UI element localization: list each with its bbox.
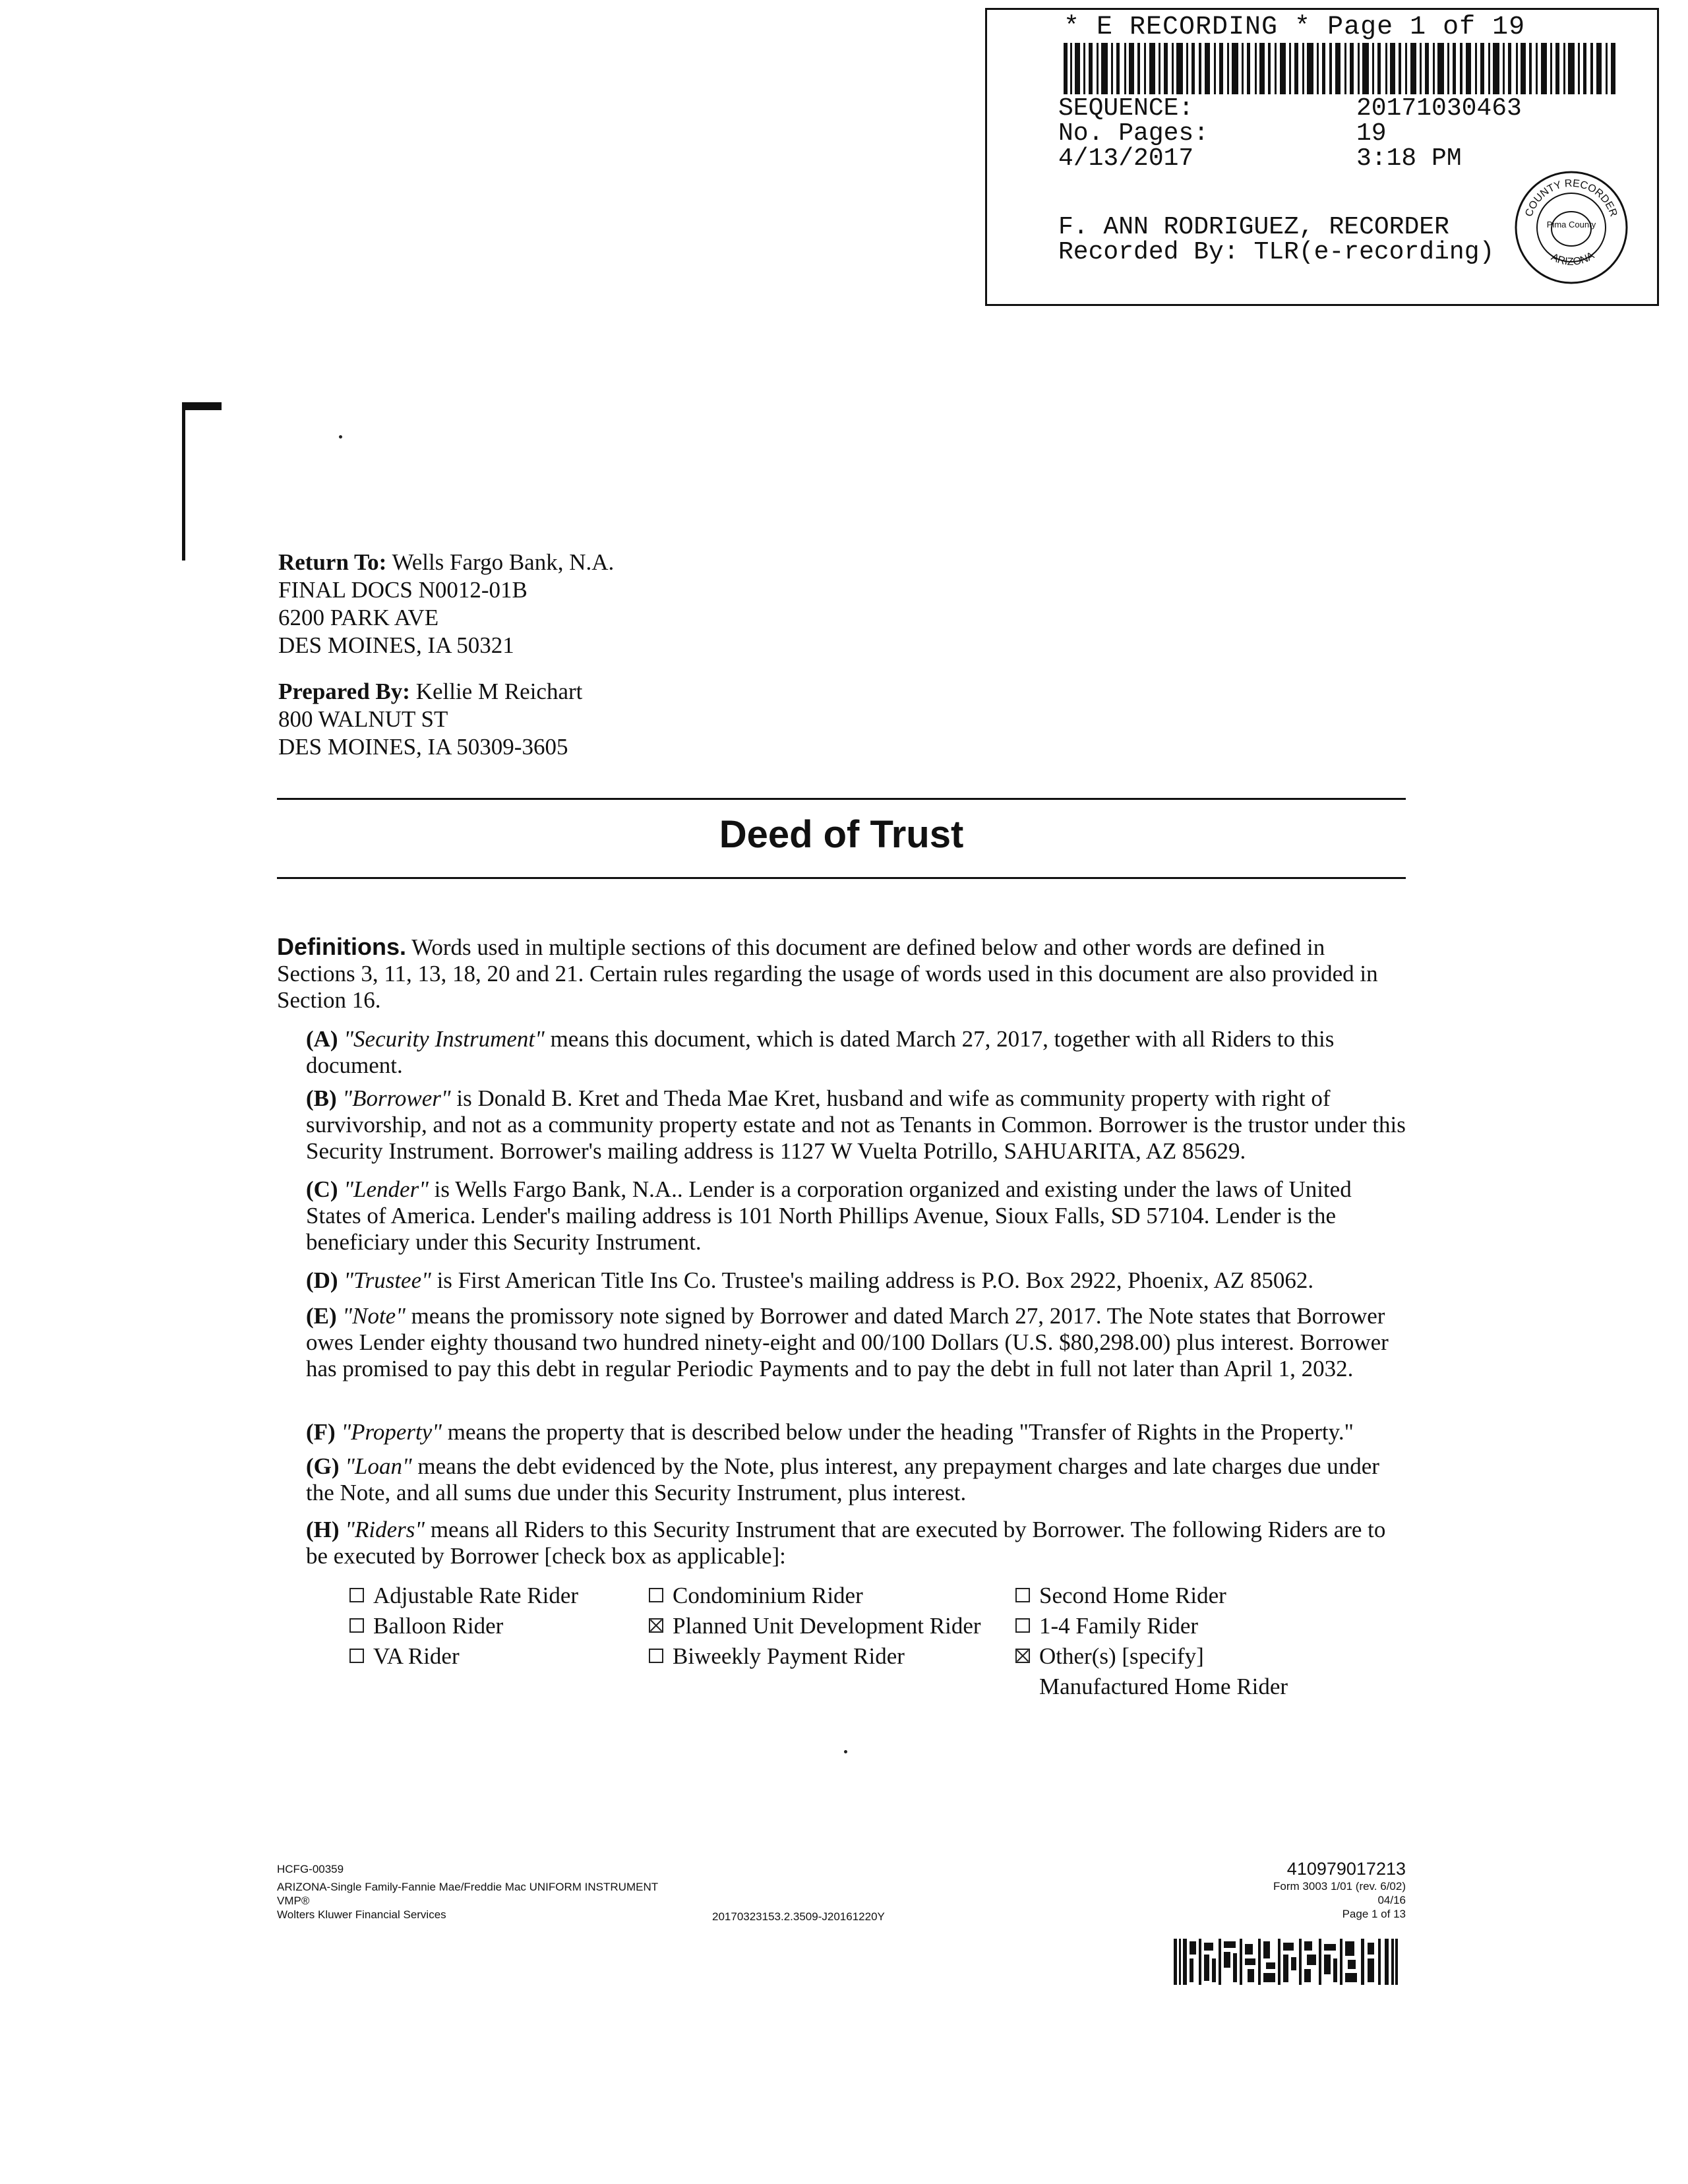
definition-text: means the property that is described below under the heading "Transfer of Rights in the Property." (447, 1419, 1354, 1445)
rider-biweekly-payment[interactable] (649, 1643, 905, 1670)
definition-text: is Donald B. Kret and Theda Mae Kret, husband and wife as community property with right of survivorship, and not as a community property estate and not as Tenants in Common. Borrower is the trustor under this Security Instrument. Borrower's mailing address is 1127 W Vuelta Potrillo, SAHUARITA, AZ 85629. (306, 1085, 1406, 1164)
definition-term: "Trustee" (344, 1267, 431, 1293)
definition-text: means the promissory note signed by Borrower and dated March 27, 2017. The Note states that Borrower owes Lender eighty thousand two hundred ninety-eight and 00/100 Dollars (U.S. $80,298.00) plus interest. Borrower has promised to pay this debt in regular Periodic Payments and to pay the debt in full not later than April 1, 2032. (306, 1303, 1389, 1381)
definitions-heading: Definitions. (277, 933, 406, 960)
sequence-label: SEQUENCE: (1058, 94, 1194, 123)
pages-value: 19 (1356, 119, 1387, 148)
recorder-name: F. ANN RODRIGUEZ, RECORDER (1058, 213, 1449, 241)
rider-label: Condominium Rider (673, 1583, 863, 1608)
recording-date: 4/13/2017 (1058, 144, 1194, 173)
scan-speck (844, 1750, 847, 1753)
footer-revision: 04/16 (1377, 1894, 1406, 1906)
return-to-name: Wells Fargo Bank, N.A. (392, 549, 615, 575)
definition-term: "Borrower" (342, 1085, 451, 1111)
definition-letter: (G) (306, 1453, 340, 1479)
checkbox-icon[interactable] (349, 1588, 364, 1602)
definition-letter: (H) (306, 1517, 340, 1542)
return-to-label: Return To: (278, 549, 387, 575)
definition-item (306, 1176, 1406, 1256)
stamp-barcode (1064, 43, 1617, 94)
checkbox-icon[interactable] (1015, 1588, 1030, 1602)
definition-text: means all Riders to this Security Instrument that are executed by Borrower. The following Riders are to be executed by Borrower [check box as applicable]: (306, 1517, 1386, 1569)
checked-checkbox-icon[interactable] (1015, 1649, 1030, 1663)
definition-text: means the debt evidenced by the Note, plus interest, any prepayment charges and late charges due under the Note, and all sums due under this Security Instrument, plus interest. (306, 1453, 1379, 1505)
prepared-by-name: Kellie M Reichart (415, 679, 583, 704)
definition-term: "Note" (342, 1303, 406, 1329)
rider-other[interactable] (1015, 1643, 1204, 1670)
rider-adjustable-rate[interactable] (349, 1583, 578, 1609)
definition-text: is Wells Fargo Bank, N.A.. Lender is a corporation organized and existing under the laws of United States of America. Lender's mailing address is 101 North Phillips Avenue, Sioux Falls, SD 57104. Lender is the beneficiary under this Security Instrument. (306, 1176, 1352, 1255)
footer-publisher: Wolters Kluwer Financial Services (277, 1908, 446, 1921)
checkbox-icon[interactable] (649, 1649, 663, 1663)
recording-time: 3:18 PM (1356, 144, 1462, 173)
rider-planned-unit-development[interactable] (649, 1613, 981, 1639)
rider-label: VA Rider (373, 1643, 460, 1669)
definition-term: "Security Instrument" (344, 1026, 545, 1052)
recorded-by: Recorded By: TLR(e-recording) (1058, 238, 1495, 266)
stamp-header: * E RECORDING * Page 1 of 19 (1064, 13, 1526, 42)
definition-item (306, 1453, 1406, 1506)
checkbox-icon[interactable] (349, 1618, 364, 1633)
checkbox-icon[interactable] (349, 1649, 364, 1663)
rider-label: Other(s) [specify] (1039, 1643, 1204, 1669)
definition-item (306, 1517, 1406, 1569)
definition-item (306, 1085, 1406, 1165)
definition-letter: (D) (306, 1267, 338, 1293)
prepared-by-line3: DES MOINES, IA 50309-3605 (278, 734, 568, 760)
footer-page: Page 1 of 13 (1342, 1908, 1406, 1920)
recording-stamp (985, 8, 1659, 306)
footer-vmp: VMP® (277, 1895, 310, 1907)
title-rule-bottom (277, 877, 1406, 879)
footer-form-name: ARIZONA-Single Family-Fannie Mae/Freddie Mac UNIFORM INSTRUMENT (277, 1881, 659, 1893)
margin-bracket-cap (182, 402, 222, 410)
document-title: Deed of Trust (719, 813, 964, 856)
definition-letter: (E) (306, 1303, 337, 1329)
prepared-by-label: Prepared By: (278, 679, 410, 704)
rider-label: 1-4 Family Rider (1039, 1613, 1199, 1639)
definition-item (306, 1303, 1406, 1382)
definition-text: is First American Title Ins Co. Trustee's mailing address is P.O. Box 2922, Phoenix, AZ 85062. (437, 1267, 1314, 1293)
rider-label: Second Home Rider (1039, 1583, 1226, 1608)
prepared-by-line2: 800 WALNUT ST (278, 706, 448, 732)
rider-va[interactable] (349, 1643, 460, 1670)
definition-letter: (C) (306, 1176, 338, 1202)
scan-speck (339, 435, 342, 439)
footer-loan-number: 410979017213 (1286, 1859, 1406, 1879)
rider-label: Adjustable Rate Rider (373, 1583, 579, 1608)
prepared-by-block (278, 678, 582, 761)
definition-text: means this document, which is dated March 27, 2017, together with all Riders to this document. (306, 1026, 1335, 1078)
definition-item (306, 1419, 1406, 1445)
return-to-line3: 6200 PARK AVE (278, 605, 439, 630)
footer-doc-id: 20170323153.2.3509-J20161220Y (712, 1910, 885, 1923)
checked-checkbox-icon[interactable] (649, 1618, 663, 1633)
footer-code: HCFG-00359 (277, 1863, 344, 1875)
checkbox-icon[interactable] (649, 1588, 663, 1602)
rider-second-home[interactable] (1015, 1583, 1226, 1609)
county-recorder-seal (1512, 168, 1631, 287)
return-to-line2: FINAL DOCS N0012-01B (278, 577, 528, 603)
rider-balloon[interactable] (349, 1613, 503, 1639)
footer-right (1121, 1858, 1406, 1921)
footer-left (277, 1862, 658, 1922)
definition-term: "Loan" (345, 1453, 412, 1479)
return-to-line4: DES MOINES, IA 50321 (278, 632, 514, 658)
definition-term: "Lender" (344, 1176, 429, 1202)
definition-letter: (B) (306, 1085, 337, 1111)
seal-text-center: Pima County (1546, 220, 1596, 229)
sequence-value: 20171030463 (1356, 94, 1522, 123)
pages-label: No. Pages: (1058, 119, 1209, 148)
seal-text-bottom: ARIZONA (1549, 250, 1596, 268)
definitions-intro (277, 934, 1406, 1014)
definition-letter: (F) (306, 1419, 336, 1445)
margin-bracket (182, 402, 185, 561)
rider-label: Biweekly Payment Rider (673, 1643, 905, 1669)
seal-text-top: COUNTY RECORDER (1523, 177, 1619, 218)
definitions-intro-text: Words used in multiple sections of this document are defined below and other words are defined in Sections 3, 11, 13, 18, 20 and 21. Certain rules regarding the usage of words used in this document are also provided in Section 16. (277, 934, 1378, 1013)
definition-item (306, 1267, 1406, 1294)
rider-label: Planned Unit Development Rider (673, 1613, 981, 1639)
other-rider-specify: Manufactured Home Rider (1039, 1674, 1288, 1699)
rider-1-4-family[interactable] (1015, 1613, 1198, 1639)
definition-term: "Property" (341, 1419, 442, 1445)
footer-2d-barcode (1174, 1939, 1398, 1985)
definition-item (306, 1026, 1406, 1079)
return-to-block (278, 549, 614, 659)
definition-letter: (A) (306, 1026, 338, 1052)
checkbox-icon[interactable] (1015, 1618, 1030, 1633)
rider-label: Balloon Rider (373, 1613, 504, 1639)
definition-term: "Riders" (345, 1517, 425, 1542)
title-rule-top (277, 798, 1406, 800)
rider-condominium[interactable] (649, 1583, 863, 1609)
footer-form-number: Form 3003 1/01 (rev. 6/02) (1273, 1880, 1406, 1893)
